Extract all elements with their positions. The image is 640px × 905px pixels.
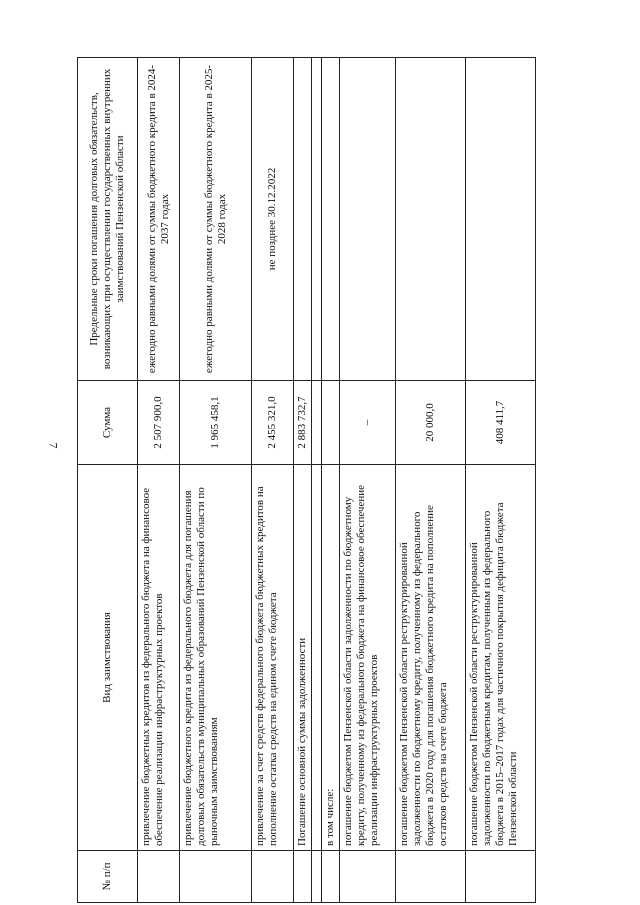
table-row	[180, 58, 252, 903]
table-row	[465, 58, 535, 903]
row-kind	[311, 465, 321, 851]
row-kind: Погашение основной суммы задолженности	[294, 465, 312, 851]
row-terms: не позднее 30.12.2022	[252, 58, 294, 381]
row-kind: погашение бюджетом Пензенской области задолженности по бюджетному кредиту, полученному из федерального бюджета на финансовое обеспечение реализации инфраструктурных проектов	[339, 465, 395, 851]
row-terms	[311, 58, 321, 381]
row-num	[339, 851, 395, 903]
row-sum: 2 883 732,7	[294, 381, 312, 465]
row-terms	[321, 58, 339, 381]
row-sum	[311, 381, 321, 465]
page-number: 7	[46, 442, 61, 449]
row-kind: привлечение за счет средств федерального бюджета бюджетных кредитов на пополнение остатка средств на едином счете бюджета	[252, 465, 294, 851]
row-sum: –	[339, 381, 395, 465]
row-kind: погашение бюджетом Пензенской области реструктурированной задолженности по бюджетным кредитам, полученным из федерального бюджета в 2015–2017 годах для частичного покрытия дефицита бюджета Пензенской области	[465, 465, 535, 851]
row-num	[180, 851, 252, 903]
row-terms	[465, 58, 535, 381]
row-num	[311, 851, 321, 903]
table-row	[252, 58, 294, 903]
row-terms: ежегодно равными долями от суммы бюджетного кредита в 2025-2028 годах	[180, 58, 252, 381]
table-row	[395, 58, 465, 903]
row-num	[138, 851, 180, 903]
table-row-empty	[311, 58, 321, 903]
header-terms: Предельные сроки погашения долговых обязательств, возникающих при осуществлении государственных внутренних заимствований Пензенской области	[78, 58, 138, 381]
row-sum: 1 965 458,1	[180, 381, 252, 465]
row-num	[252, 851, 294, 903]
rotated-table-container	[77, 58, 535, 903]
header-num: № п/п	[78, 851, 138, 903]
row-sum: 2 507 900,0	[138, 381, 180, 465]
header-kind: Вид заимствования	[78, 465, 138, 851]
borrowings-table	[77, 57, 536, 903]
table-row	[138, 58, 180, 903]
row-terms	[339, 58, 395, 381]
row-terms: ежегодно равными долями от суммы бюджетного кредита в 2024-2037 годах	[138, 58, 180, 381]
row-kind: привлечение бюджетного кредита из федерального бюджета для погашения долговых обязательств муниципальных образований Пензенской области по рыночным заимствованиям	[180, 465, 252, 851]
table-row	[321, 58, 339, 903]
row-sum: 408 411,7	[465, 381, 535, 465]
row-num	[321, 851, 339, 903]
header-row	[78, 58, 138, 903]
row-terms	[395, 58, 465, 381]
header-sum: Сумма	[78, 381, 138, 465]
row-kind: в том числе:	[321, 465, 339, 851]
row-sum	[321, 381, 339, 465]
row-num	[294, 851, 312, 903]
table-row	[294, 58, 312, 903]
row-num	[465, 851, 535, 903]
row-sum: 2 455 321,0	[252, 381, 294, 465]
row-num	[395, 851, 465, 903]
row-sum: 20 000,0	[395, 381, 465, 465]
table-row	[339, 58, 395, 903]
row-kind: привлечение бюджетных кредитов из федерального бюджета на финансовое обеспечение реализации инфраструктурных проектов	[138, 465, 180, 851]
row-kind: погашение бюджетом Пензенской области реструктурированной задолженности по бюджетному кредиту, полученному из федерального бюджета в 2020 году для погашения бюджетного кредита на пополнение остатков средств на счете бюджета	[395, 465, 465, 851]
row-terms	[294, 58, 312, 381]
